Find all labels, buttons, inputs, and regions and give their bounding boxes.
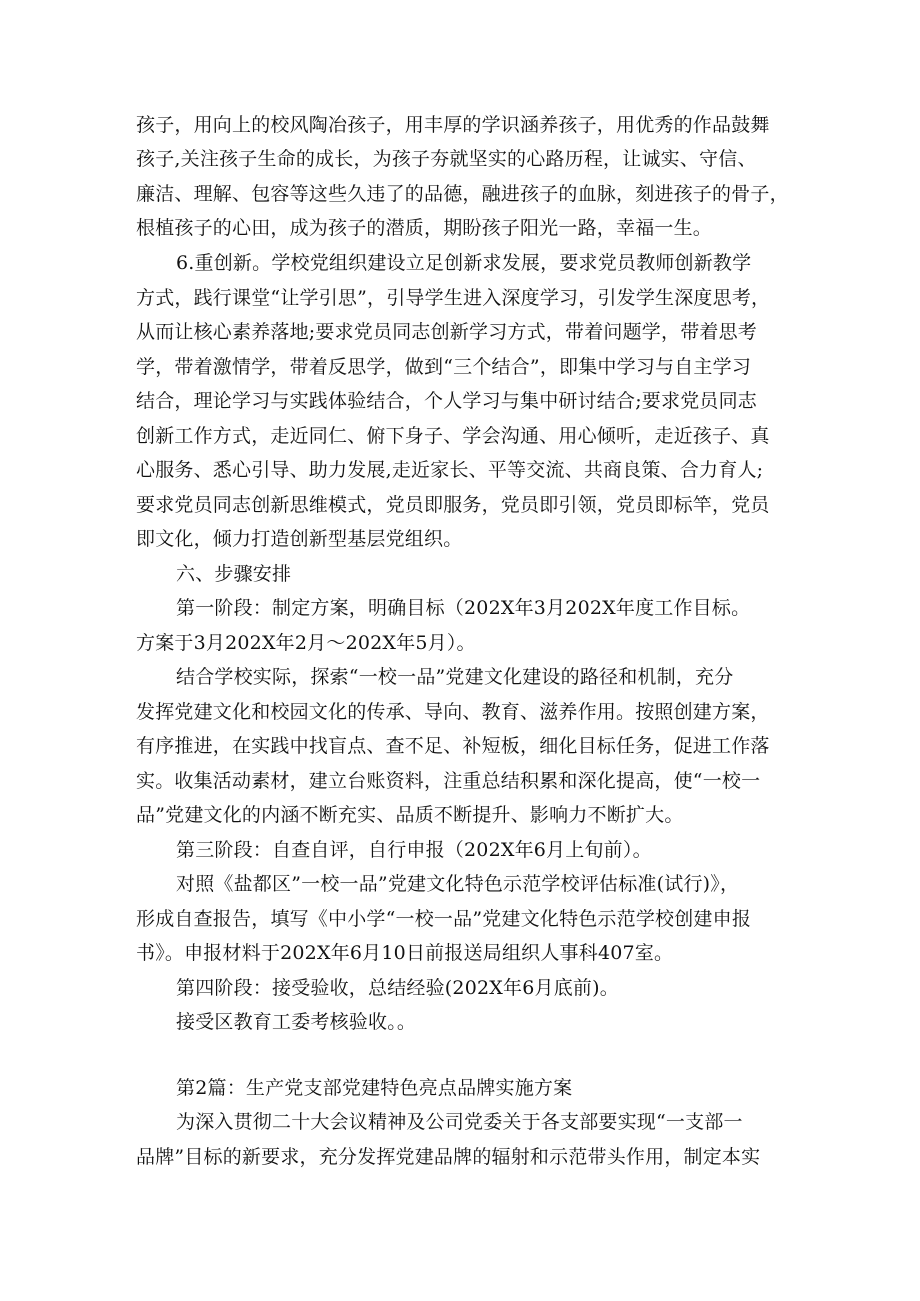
paragraph-line: 对照《盐都区”一校一品”党建文化特色示范学校评估标准(试行)》，	[176, 873, 740, 895]
paragraph-line: 品牌”目标的新要求，充分发挥党建品牌的辐射和示范带头作用，制定本实	[136, 1146, 761, 1168]
paragraph-line: 方案于3月202X年2月～202X年5月）。	[136, 632, 476, 654]
paragraph-line: 孩子，用向上的校风陶冶孩子，用丰厚的学识涵养孩子，用优秀的作品鼓舞	[136, 114, 770, 136]
paragraph-line: 6.重创新。学校党组织建设立足创新求发展，要求党员教师创新教学	[176, 252, 752, 274]
paragraph-line: 有序推进，在实践中找盲点、查不足、补短板，细化目标任务，促进工作落	[136, 735, 770, 757]
paragraph-line: 心服务、悉心引导、助力发展,走近家长、平等交流、共商良策、合力育人;	[136, 459, 764, 481]
paragraph-line: 从而让核心素养落地;要求党员同志创新学习方式，带着问题学，带着思考	[136, 321, 758, 343]
paragraph-line: 即文化，倾力打造创新型基层党组织。	[136, 528, 463, 550]
paragraph-line: 书》。申报材料于202X年6月10日前报送局组织人事科407室。	[136, 942, 674, 964]
paragraph-line: 发挥党建文化和校园文化的传承、导向、教育、滋养作用。按照创建方案，	[136, 701, 770, 723]
paragraph-line: 结合，理论学习与实践体验结合，个人学习与集中研讨结合;要求党员同志	[136, 390, 758, 412]
paragraph-line: 创新工作方式，走近同仁、俯下身子、学会沟通、用心倾听，走近孩子、真	[136, 425, 770, 447]
paragraph-line: 形成自查报告，填写《中小学“一校一品”党建文化特色示范学校创建申报	[136, 908, 752, 930]
paragraph-line: 第四阶段：接受验收，总结经验(202X年6月底前)。	[176, 977, 619, 999]
paragraph-line: 实。收集活动素材，建立台账资料，注重总结积累和深化提高，使“一校一	[136, 770, 761, 792]
section-heading: 六、步骤安排	[176, 563, 292, 585]
paragraph-line: 结合学校实际，探索“一校一品”党建文化建设的路径和机制，充分	[176, 666, 734, 688]
paragraph-line: 孩子,关注孩子生命的成长，为孩子夯就坚实的心路历程，让诚实、守信、	[136, 148, 757, 170]
paragraph-line: 根植孩子的心田，成为孩子的潜质，期盼孩子阳光一路，幸福一生。	[136, 217, 713, 239]
paragraph-line: 方式，践行课堂“让学引思”，引导学生进入深度学习，引发学生深度思考，	[136, 287, 771, 309]
paragraph-line: 品”党建文化的内涵不断充实、品质不断提升、影响力不断扩大。	[136, 804, 684, 826]
article-title: 第2篇：生产党支部党建特色亮点品牌实施方案	[176, 1077, 573, 1099]
paragraph-line: 学，带着激情学，带着反思学，做到“三个结合”，即集中学习与自主学习	[136, 356, 752, 378]
paragraph-line: 第三阶段：自查自评，自行申报（202X年6月上旬前）。	[176, 839, 652, 861]
paragraph-line: 第一阶段：制定方案，明确目标（202X年3月202X年度工作目标。	[176, 597, 751, 619]
paragraph-line: 接受区教育工委考核验收。。	[176, 1011, 417, 1033]
paragraph-line: 为深入贯彻二十大会议精神及公司党委关于各支部要实现“一支部一	[176, 1111, 743, 1133]
paragraph-line: 要求党员同志创新思维模式，党员即服务，党员即引领，党员即标竿，党员	[136, 494, 770, 516]
paragraph-line: 廉洁、理解、包容等这些久违了的品德，融进孩子的血脉，刻进孩子的骨子，	[136, 183, 789, 205]
